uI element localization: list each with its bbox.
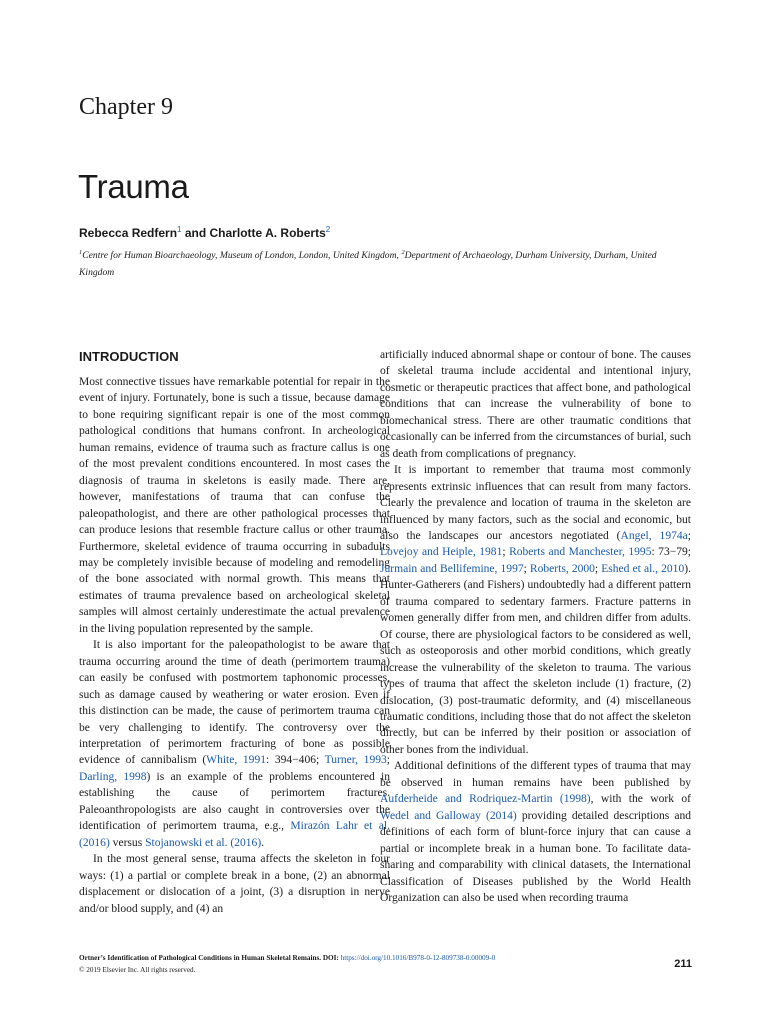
- citation-link[interactable]: Jurmain and Bellifemine, 1997: [380, 562, 524, 575]
- citation-link[interactable]: Angel, 1974a: [620, 529, 688, 542]
- chapter-label: Chapter 9: [79, 94, 173, 120]
- citation-link[interactable]: Wedel and Galloway (2014): [380, 809, 517, 822]
- left-column-body: [79, 374, 390, 917]
- body-paragraph: [380, 347, 691, 462]
- body-text: ;: [502, 546, 510, 559]
- chapter-title: Trauma: [78, 168, 189, 205]
- body-text: It is also important for the paleopathologist to be aware that trauma occurring around the time of death (perimortem trauma) can easily be confused with postmortem taphonomic processes, such as damage caused by weathering or water erosion. Even if this distinction can be made, the cause of perimortem trauma can be very challenging to identify. The controversy over the interpretation of perimortem fracturing of bone as possible evidence of cannibalism (: [79, 639, 390, 767]
- body-paragraph: [380, 462, 691, 758]
- right-column-body: [380, 347, 691, 906]
- citation-link[interactable]: Aufderheide and Rodriquez-Martin (1998): [380, 793, 591, 806]
- citation-link[interactable]: Darling, 1998: [79, 770, 147, 783]
- affiliation-marker: 1: [79, 249, 83, 256]
- body-text: ) is an example of the problems encountered in establishing the cause of perimortem fractures. Paleoanthropologists are also caught in controversies over the identification of perimortem trauma, e.g.,: [79, 770, 390, 833]
- body-text: providing detailed descriptions and definitions of each form of blunt-force injury that can cause a partial or incomplete break in a human bone. To facilitate data-sharing and comparability with clinical datasets, the International Classification of Diseases published by the World Health Organization can also be used when recording trauma: [380, 809, 691, 904]
- body-text: : 73−79;: [651, 546, 691, 559]
- author-joiner: and: [181, 226, 210, 240]
- citation-link[interactable]: Roberts and Manchester, 1995: [509, 546, 652, 559]
- body-text: ;: [687, 529, 691, 542]
- body-text: .: [261, 836, 265, 849]
- page-number: 211: [674, 958, 692, 970]
- citation-link[interactable]: Turner, 1993: [324, 754, 387, 767]
- affiliations: [79, 244, 691, 281]
- body-text: , with the work of: [590, 793, 691, 806]
- body-text: It is important to remember that trauma most commonly represents extrinsic influences that can result from many factors. Clearly the prevalence and location of trauma in the skeleton are influenced by many factors, such as the social and economic, but also the landscapes our ancestors negotiated (: [380, 464, 691, 542]
- body-text: ;: [594, 562, 602, 575]
- section-heading: INTRODUCTION: [79, 349, 179, 364]
- citation-link[interactable]: Eshed et al., 2010: [601, 562, 685, 575]
- author-name: Charlotte A. Roberts: [209, 226, 326, 240]
- citation-link[interactable]: White, 1991: [206, 754, 266, 767]
- affiliation-text: Department of Archaeology, Durham University, Durham, United Kingdom: [79, 250, 657, 279]
- citation-link[interactable]: Stojanowski et al. (2016): [145, 836, 262, 849]
- author-list: [79, 225, 330, 240]
- body-text: artificially induced abnormal shape or contour of bone. The causes of skeletal trauma include accidental and intentional injury, cosmetic or therapeutic practices that affect bone, and pathological conditions that can increase the vulnerability of bone to biomechanical stress. There are other traumatic conditions that occasionally can be inferred from the circumstances of burial, such as death from complications of pregnancy.: [380, 349, 691, 460]
- citation-link[interactable]: Lovejoy and Heiple, 1981: [380, 546, 503, 559]
- affiliation-text: Centre for Human Bioarchaeology, Museum of London, London, United Kingdom,: [82, 250, 402, 262]
- author-affiliation-marker: 1: [177, 225, 182, 234]
- right-column: [380, 347, 691, 906]
- author-name: Rebecca Redfern: [79, 226, 178, 240]
- body-text: versus: [109, 836, 146, 849]
- body-text: ). Hunter-Gatherers (and Fishers) undoubtedly had a different pattern of trauma compared to sedentary farmers. Fracture patterns in women generally differ from men, and children differ from adults. Of course, there are physiological factors to be considered as well, such as osteoporosis and other morbid conditions, which greatly increase the vulnerability of the skeleton to trauma. The various types of trauma that affect the skeleton include (1) fracture, (2) dislocation, (3) post-traumatic deformity, and (4) miscellaneous traumatic conditions, including those that do not affect the skeleton directly, but can be inferred by their position or association of other bones from the individual.: [380, 562, 691, 756]
- body-text: Additional definitions of the different types of trauma that may be observed in human remains have been published by: [380, 760, 691, 789]
- body-text: ;: [386, 754, 390, 767]
- body-text: In the most general sense, trauma affects the skeleton in four ways: (1) a partial or complete break in a bone, (2) an abnormal displacement or dislocation of a joint, (3) a disruption in nerve and/or blood supply, and (4) an: [79, 853, 390, 915]
- citation-link[interactable]: Mirazón Lahr et al. (2016): [79, 820, 390, 849]
- body-paragraph: [79, 851, 390, 917]
- author-affiliation-marker: 2: [325, 225, 331, 234]
- left-column: [79, 347, 390, 917]
- body-paragraph: [380, 758, 691, 906]
- body-paragraph: [79, 637, 390, 851]
- affiliation-marker: 2: [401, 249, 405, 256]
- body-text: : 394−406;: [266, 754, 325, 767]
- footer-source: Ortner’s Identification of Pathological Conditions in Human Skeletal Remains. DOI:: [79, 954, 341, 962]
- copyright: © 2019 Elsevier Inc. All rights reserved.: [79, 966, 196, 974]
- body-text: Most connective tissues have remarkable potential for repair in the event of injury. Fortunately, bone is such a tissue, because damage to bone requiring significant repair is one of the most common pathological conditions that humans confront. In archeological human remains, evidence of trauma such as fracture callus is one of the most prevalent conditions encountered. In most cases the diagnosis of trauma in skeletons is easily made. There are, however, manifestations of trauma that can confuse the paleopathologist, and there are other pathological processes that can produce lesions that resemble fracture callus or other trauma. Furthermore, skeletal evidence of trauma occurring in subadults may be completely invisible because of modeling and remodeling of the bone associated with normal growth. This means that estimates of trauma prevalence based on archeological skeletal samples will almost certainly underestimate the actual prevalence in the living population represented by the sample.: [79, 376, 390, 635]
- body-text: ;: [523, 562, 530, 575]
- citation-link[interactable]: Roberts, 2000: [529, 562, 595, 575]
- doi-link[interactable]: https://doi.org/10.1016/B978-0-12-809738-0.00009-0: [340, 954, 496, 962]
- page-footer: [79, 952, 691, 976]
- body-paragraph: [79, 374, 390, 637]
